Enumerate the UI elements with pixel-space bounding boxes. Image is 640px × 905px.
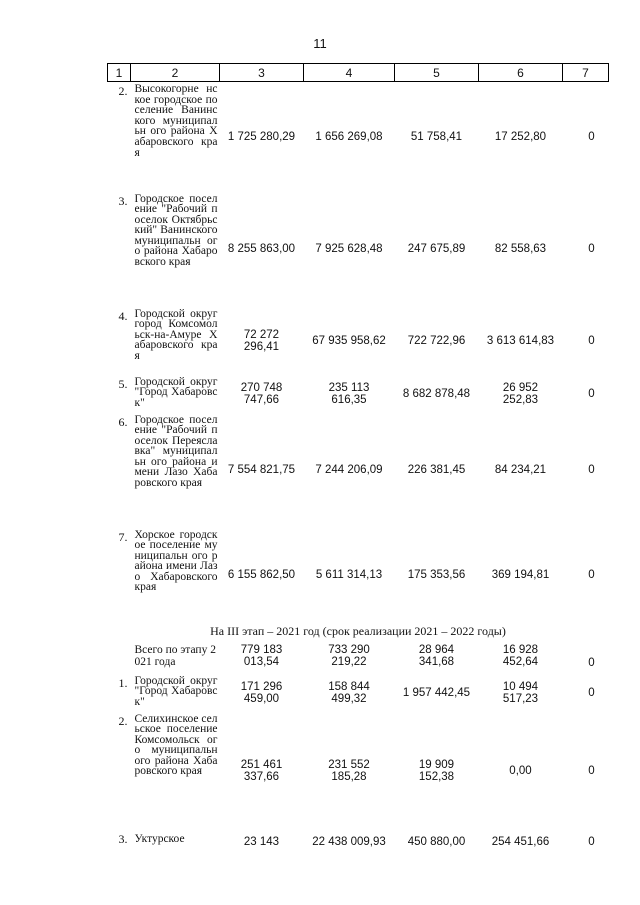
value-total: 251 461 337,66: [240, 758, 283, 783]
value-fund: 7 244 206,09: [315, 464, 383, 476]
stage-heading-row: [108, 622, 609, 638]
value-local: 26 952 252,83: [502, 381, 539, 406]
value-fund: 22 438 009,93: [312, 835, 386, 848]
value-region: 450 880,00: [407, 835, 466, 848]
municipality-name: Селихинское сельское поселение Комсомольск ого муниципальн ого района Хабаровского края: [134, 712, 218, 778]
value-extra: 0: [588, 130, 595, 143]
value-local: 254 451,66: [491, 835, 550, 848]
table-row: [108, 830, 609, 854]
value-total: 1 725 280,29: [227, 130, 296, 143]
value-region: 722 722,96: [407, 334, 466, 347]
page-number: 11: [313, 36, 327, 51]
value-fund: 7 925 628,48: [315, 243, 383, 255]
value-total: 72 272 296,41: [243, 328, 280, 353]
header-cell: 7: [563, 64, 609, 82]
data-table: [107, 63, 609, 854]
value-region: 247 675,89: [407, 243, 466, 255]
value-region: 226 381,45: [407, 464, 466, 476]
value-extra: 0: [588, 387, 595, 400]
header-cell: 3: [220, 64, 304, 82]
value-fund: 158 844 499,32: [328, 680, 370, 705]
value-region: 8 682 878,48: [402, 387, 471, 400]
value-region: 175 353,56: [407, 568, 466, 581]
table-row: [108, 192, 609, 307]
table-row: [108, 712, 609, 830]
value-fund: 733 290 219,22: [328, 643, 370, 668]
row-number: 2.: [118, 713, 128, 728]
row-number: 6.: [118, 414, 128, 429]
stage-heading: На III этап – 2021 год (срок реализации 2021 – 2022 годы): [210, 623, 506, 638]
value-extra: 0: [588, 686, 595, 699]
header-cell: 4: [304, 64, 395, 82]
municipality-name: Городской округ "Город Хабаровск": [134, 674, 218, 708]
value-extra: 0: [588, 656, 595, 669]
value-extra: 0: [588, 334, 595, 347]
row-number: 3.: [118, 831, 128, 846]
value-region: 19 909 152,38: [418, 758, 455, 783]
table-row: [108, 413, 609, 528]
value-local: 16 928 452,64: [502, 643, 539, 668]
row-number: 2.: [118, 84, 128, 98]
value-local: 17 252,80: [494, 130, 547, 143]
municipality-name: Городской округ "Город Хабаровск": [134, 375, 218, 409]
value-local: 10 494 517,23: [502, 680, 539, 705]
value-extra: 0: [588, 568, 595, 581]
header-cell: 5: [395, 64, 479, 82]
stage-total-label: Всего по этапу 2021 года: [134, 643, 216, 668]
value-local: 369 194,81: [491, 568, 550, 581]
municipality-name: Хорское городское поселение муниципальн ого района имени Лазо Хабаровского края: [134, 528, 218, 594]
header-cell: 2: [131, 64, 220, 82]
value-fund: 231 552 185,28: [328, 758, 370, 783]
value-region: 28 964 341,68: [418, 643, 455, 668]
value-local: 3 613 614,83: [486, 334, 555, 347]
value-total: 23 143: [243, 835, 280, 848]
value-extra: 0: [588, 764, 595, 777]
table-row: [108, 528, 609, 622]
value-total: 270 748 747,66: [240, 381, 283, 406]
value-local: 82 558,63: [494, 243, 547, 255]
table-row: [108, 82, 609, 192]
value-region: 51 758,41: [410, 130, 463, 143]
row-number: 1.: [118, 675, 128, 690]
table-row: [108, 307, 609, 375]
row-number: 4.: [118, 308, 128, 323]
value-total: 7 554 821,75: [227, 464, 296, 476]
value-extra: 0: [588, 835, 595, 848]
header-cell: 1: [108, 64, 131, 82]
header-cell: 6: [479, 64, 563, 82]
municipality-name: Высокогорне нское городское поселение Ванинского муниципальн ого района Хабаровского края: [134, 83, 218, 159]
value-extra: 0: [588, 243, 595, 255]
table-row: [108, 375, 609, 413]
value-fund: 1 656 269,08: [315, 130, 383, 143]
row-number: 7.: [118, 529, 128, 544]
header-row: [108, 64, 609, 82]
row-number: 3.: [118, 193, 128, 208]
table-row: [108, 674, 609, 712]
value-region: 1 957 442,45: [402, 686, 471, 699]
value-fund: 67 935 958,62: [312, 334, 386, 347]
municipality-name: Городское поселение "Рабочий поселок Октябрьский" Ванинского муниципальн ого района Хабаровского края: [134, 192, 218, 269]
data-table-container: [107, 63, 608, 854]
row-number: 5.: [118, 376, 128, 391]
row-number: [108, 638, 131, 674]
value-fund: 235 113 616,35: [328, 381, 370, 406]
value-extra: 0: [588, 464, 595, 476]
value-local: 84 234,21: [494, 464, 547, 476]
stage-total-row: [108, 638, 609, 674]
value-fund: 5 611 314,13: [315, 568, 383, 581]
municipality-name: Городское поселение "Рабочий поселок Переяславка" муниципальн ого района имени Лазо Хабаровского края: [134, 413, 218, 490]
value-total: 779 183 013,54: [240, 643, 283, 668]
value-local: 0,00: [509, 764, 532, 777]
municipality-name: Городской округ город Комсомольск-на-Амуре Хабаровского края: [134, 307, 218, 362]
value-total: 6 155 862,50: [227, 568, 296, 581]
municipality-name: Уктурское: [134, 832, 185, 845]
value-total: 8 255 863,00: [227, 243, 296, 255]
value-total: 171 296 459,00: [240, 680, 283, 705]
